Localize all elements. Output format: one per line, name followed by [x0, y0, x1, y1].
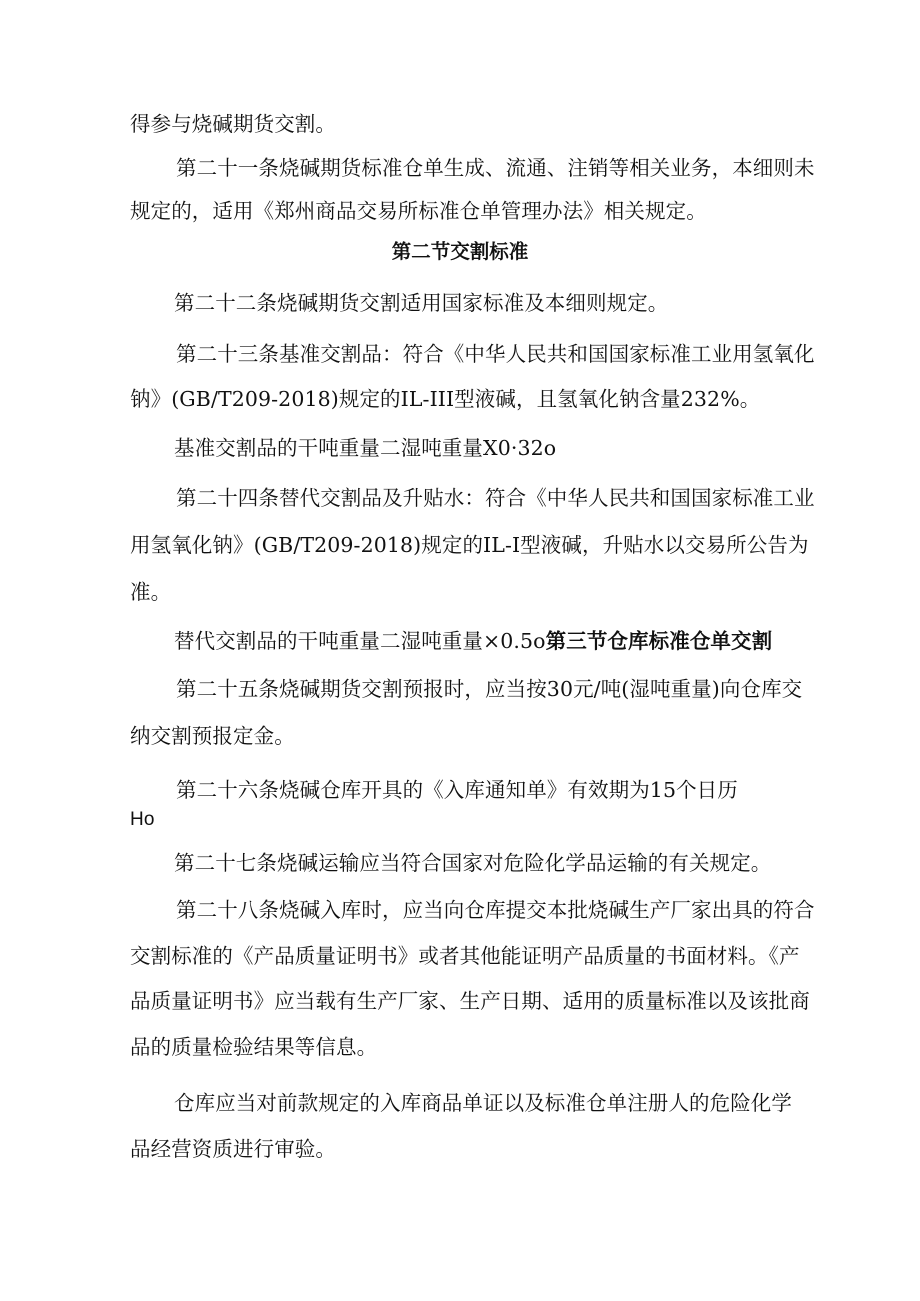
paragraph-line: 钠》(GB/T209-2018)规定的IL-III型液碱，且氢氧化钠含量232%。	[130, 387, 761, 411]
paragraph-line: 第二十一条烧碱期货标准仓单生成、流通、注销等相关业务，本细则未	[176, 156, 815, 180]
paragraph-line: 品质量证明书》应当载有生产厂家、生产日期、适用的质量标准以及该批商	[130, 989, 810, 1013]
paragraph-line: 基准交割品的干吨重量二湿吨重量X0·32o	[174, 436, 557, 460]
paragraph-line: 第二十四条替代交割品及升贴水：符合《中华人民共和国国家标准工业	[176, 486, 815, 510]
paragraph-text: 替代交割品的干吨重量二湿吨重量×0.5o	[174, 629, 546, 653]
paragraph-line: 规定的，适用《郑州商品交易所标准仓单管理办法》相关规定。	[130, 199, 707, 223]
paragraph-line: 第二十七条烧碱运输应当符合国家对危险化学品运输的有关规定。	[174, 851, 772, 875]
paragraph-line: 仓库应当对前款规定的入库商品单证以及标准仓单注册人的危险化学	[174, 1091, 792, 1115]
paragraph-line: 品经营资质进行审验。	[130, 1137, 336, 1161]
paragraph-line: 第二十六条烧碱仓库开具的《入库通知单》有效期为15个日历	[176, 778, 738, 802]
paragraph-line: 品的质量检验结果等信息。	[130, 1035, 378, 1059]
paragraph-line: 准。	[130, 580, 172, 604]
section-heading-2: 第二节交割标准	[391, 240, 529, 263]
paragraph-line: Ho	[130, 809, 155, 830]
paragraph-line: 第二十五条烧碱期货交割预报时，应当按30元/吨(湿吨重量)向仓库交	[176, 677, 803, 701]
paragraph-line: 纳交割预报定金。	[130, 724, 295, 748]
paragraph-line: 第二十八条烧碱入库时，应当向仓库提交本批烧碱生产厂家出具的符合	[176, 898, 815, 922]
section-heading-3: 第三节仓库标准仓单交割	[545, 629, 773, 653]
paragraph-line: 得参与烧碱期货交割。	[130, 112, 336, 136]
paragraph-line: 第二十二条烧碱期货交割适用国家标准及本细则规定。	[174, 291, 669, 315]
paragraph-line: 第二十三条基准交割品：符合《中华人民共和国国家标准工业用氢氧化	[176, 342, 815, 366]
paragraph-line: 用氢氧化钠》(GB/T209-2018)规定的IL-I型液碱，升贴水以交易所公告为	[130, 533, 809, 557]
paragraph-line	[174, 627, 772, 655]
paragraph-line: 交割标准的《产品质量证明书》或者其他能证明产品质量的书面材料。《产	[130, 944, 800, 968]
